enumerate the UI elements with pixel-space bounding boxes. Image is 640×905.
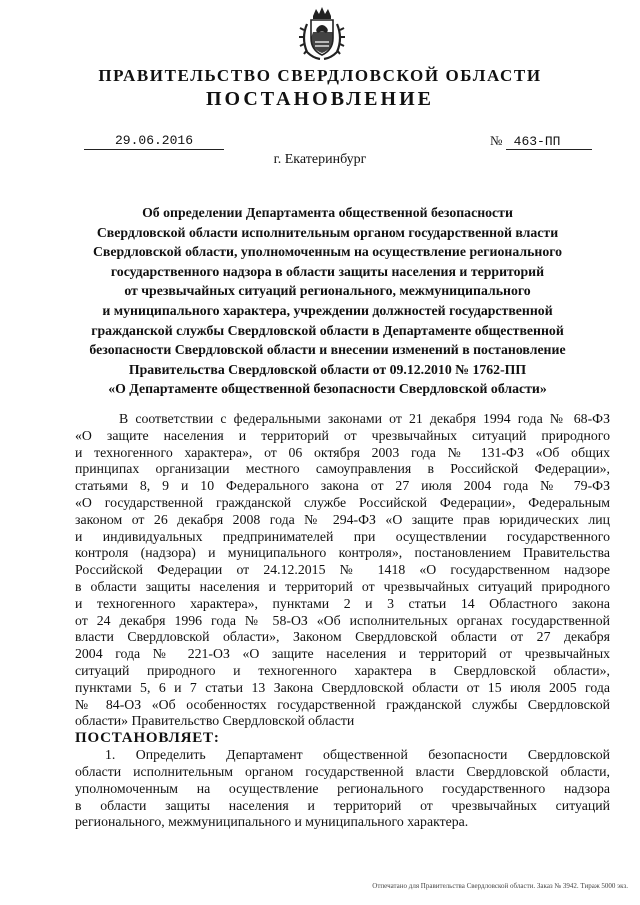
document-number: 463-ПП	[506, 134, 592, 150]
clause-line: регионального, межмуниципального и муниципального характера.	[75, 814, 469, 830]
clause-line: в области защиты населения и территорий от чрезвычайных ситуаций	[75, 797, 610, 813]
document-number-block	[490, 133, 592, 150]
clause-line: области исполнительным органом государственной власти Свердловской области,	[75, 763, 610, 779]
preamble-line: «О защите населения и территорий от чрезвычайных ситуаций природного	[75, 427, 610, 443]
preamble-line: пунктами 5, 6 и 7 статьи 13 Закона Свердловской области от 15 июля 2005 года	[75, 679, 610, 695]
clause-line: 1. Определить Департамент общественной безопасности Свердловской	[105, 747, 610, 763]
subject-line: Свердловской области исполнительным органом государственной власти	[96, 224, 559, 240]
subject-line: гражданской службы Свердловской области в Департаменте общественной	[91, 322, 564, 338]
preamble-line: в области защиты населения и территорий от чрезвычайных ситуаций природного	[75, 578, 610, 594]
preamble-line: и техногенного характера», от 06 октября 2003 года № 131-ФЗ «Об общих	[75, 444, 610, 460]
print-footer: Отпечатано для Правительства Свердловской области. Заказ № 3942. Тираж 5000 экз.	[372, 882, 628, 890]
subject-line: Свердловской области, уполномоченным на осуществление регионального	[92, 244, 563, 260]
preamble-line: ситуаций природного и техногенного характера в Свердловской области»,	[75, 662, 610, 678]
preamble-line: от 24 декабря 1996 года № 58-ОЗ «Об исполнительных органах государственной	[75, 612, 610, 628]
preamble-line: области» Правительство Свердловской области	[75, 713, 355, 729]
resolves-heading: ПОСТАНОВЛЯЕТ:	[75, 730, 220, 747]
preamble-line: власти Свердловской области», Законом Свердловской области от 27 декабря	[75, 629, 610, 645]
clause-line: уполномоченным на осуществление регионального государственного надзора	[75, 780, 610, 796]
preamble-line: Российской Федерации от 24.12.2015 № 1418 «О государственном надзоре	[75, 562, 610, 578]
preamble-line: № 84-ОЗ «Об особенностях государственной гражданской службы Свердловской	[75, 696, 610, 712]
preamble-line: В соответствии с федеральными законами от 21 декабря 1994 года № 68-ФЗ	[119, 411, 610, 426]
preamble-line: «О государственной гражданской службе Российской Федерации», Федеральным	[75, 494, 610, 510]
subject-line: Правительства Свердловской области от 09.12.2010 № 1762-ПП	[128, 361, 527, 377]
number-sign: №	[490, 133, 503, 148]
preamble-line: принципах организации местного самоуправления в Российской Федерации»,	[75, 461, 610, 477]
subject-line: «О Департаменте общественной безопасности Свердловской области»	[108, 381, 547, 397]
subject-line: от чрезвычайных ситуаций регионального, межмуниципального	[124, 283, 531, 299]
subject-line: и муниципального характера, учреждении должностей государственной	[102, 302, 553, 318]
preamble-line: и техногенного характера», пунктами 2 и 3 статьи 14 Областного закона	[75, 595, 610, 611]
document-subject	[70, 203, 585, 399]
preamble-line: статьями 8, 9 и 10 Федерального закона от 27 июля 2004 года № 79-ФЗ	[75, 478, 610, 494]
subject-line: государственного надзора в области защиты населения и территорий	[110, 263, 545, 279]
document-type: ПОСТАНОВЛЕНИЕ	[206, 88, 434, 110]
document-city: г. Екатеринбург	[273, 152, 367, 167]
coat-of-arms-icon	[299, 6, 345, 60]
document-body	[75, 411, 610, 831]
subject-line: Об определении Департамента общественной безопасности	[142, 205, 513, 220]
document-date: 29.06.2016	[84, 133, 224, 150]
subject-line: безопасности Свердловской области и внесении изменений в постановление	[89, 342, 566, 358]
preamble-line: 2004 года № 221-ОЗ «О защите населения и территорий от чрезвычайных	[75, 646, 610, 662]
government-title: ПРАВИТЕЛЬСТВО СВЕРДЛОВСКОЙ ОБЛАСТИ	[98, 66, 542, 85]
preamble-line: законом от 26 декабря 2008 года № 294-ФЗ «О защите прав юридических лиц	[75, 511, 610, 527]
preamble-line: контроля (надзора) и муниципального контроля», постановлением Правительства	[75, 545, 610, 561]
preamble-line: и индивидуальных предпринимателей при осуществлении государственного	[75, 528, 610, 544]
